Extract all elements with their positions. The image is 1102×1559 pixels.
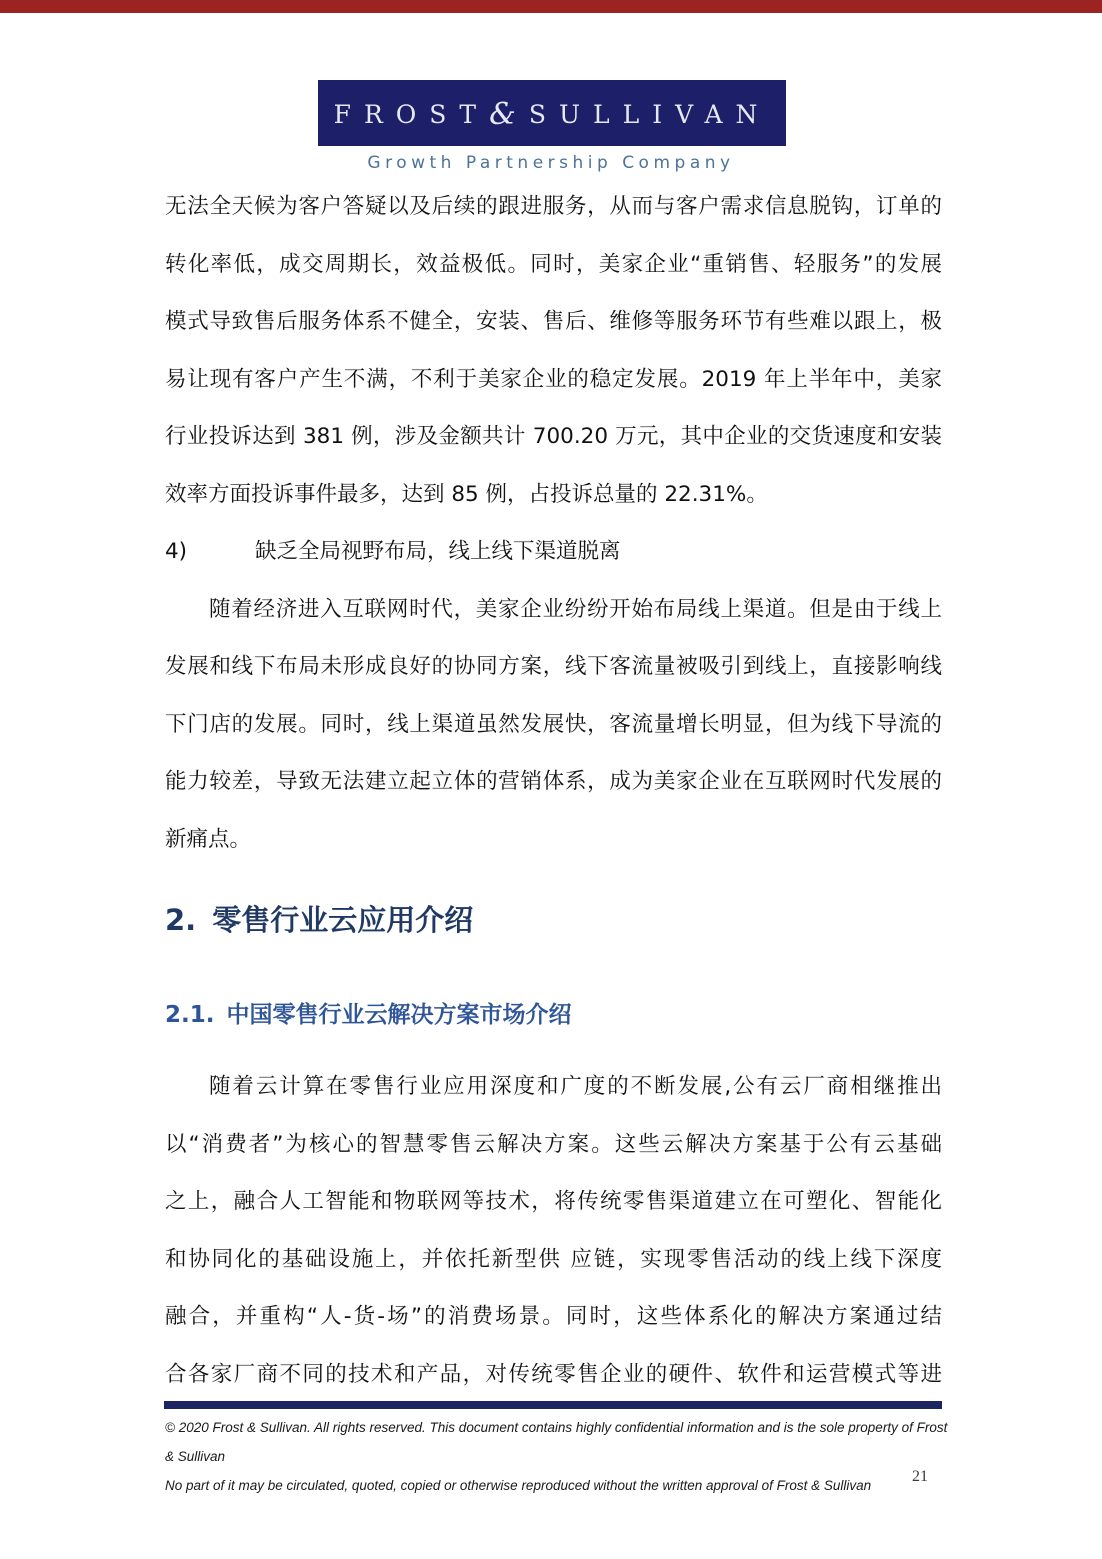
logo-tagline: Growth Partnership Company xyxy=(367,153,735,173)
logo-text xyxy=(334,96,771,131)
numbered-item-marker: 4) xyxy=(165,539,188,564)
body-text-block xyxy=(165,178,942,868)
logo-frost-text: FROST xyxy=(333,99,490,129)
body-line: 以“消费者”为核心的智慧零售云解决方案。这些云解决方案基于公有云基础 xyxy=(165,1131,942,1157)
top-accent-bar xyxy=(0,0,1102,13)
body-line: 和协同化的基础设施上，并依托新型供 应链，实现零售活动的线上线下深度 xyxy=(165,1246,942,1272)
company-logo xyxy=(318,80,786,146)
subsection-heading-number: 2.1. xyxy=(165,1002,215,1028)
body-line: 模式导致售后服务体系不健全，安装、售后、维修等服务环节有些难以跟上，极 xyxy=(165,309,942,334)
section-heading xyxy=(165,898,473,939)
footer-copyright-line-2: No part of it may be circulated, quoted, copied or otherwise reproduced without the written approval of Frost & Sullivan xyxy=(165,1478,872,1493)
body-line: 无法全天候为客户答疑以及后续的跟进服务，从而与客户需求信息脱钩，订单的 xyxy=(165,194,942,219)
section-heading-text: 零售行业云应用介绍 xyxy=(212,903,474,937)
footer-copyright-line-1: © 2020 Frost & Sullivan. All rights reserved. This document contains highly confidential information and is the sole property of Frost & Sullivan xyxy=(165,1420,948,1464)
body-text-block-2 xyxy=(165,1058,942,1403)
body-line: 行业投诉达到 381 例，涉及金额共计 700.20 万元，其中企业的交货速度和安装 xyxy=(165,424,942,449)
footer-copyright xyxy=(165,1413,955,1500)
page-number: 21 xyxy=(912,1468,928,1485)
body-line: 下门店的发展。同时，线上渠道虽然发展快，客流量增长明显，但为线下导流的 xyxy=(165,711,942,737)
body-line: 融合，并重构“人-货-场”的消费场景。同时，这些体系化的解决方案通过结 xyxy=(165,1304,942,1329)
body-line: 能力较差，导致无法建立起立体的营销体系，成为美家企业在互联网时代发展的 xyxy=(165,769,942,794)
body-line: 新痛点。 xyxy=(165,826,252,852)
logo-sullivan-text: SULLIVAN xyxy=(528,99,771,129)
body-line: 随着云计算在零售行业应用深度和广度的不断发展,公有云厂商相继推出 xyxy=(209,1074,942,1099)
body-line: 随着经济进入互联网时代，美家企业纷纷开始布局线上渠道。但是由于线上 xyxy=(209,596,942,622)
body-line: 之上，融合人工智能和物联网等技术，将传统零售渠道建立在可塑化、智能化 xyxy=(165,1189,942,1214)
subsection-heading-text: 中国零售行业云解决方案市场介绍 xyxy=(226,1002,572,1028)
numbered-item-text: 缺乏全局视野布局，线上线下渠道脱离 xyxy=(255,539,621,564)
subsection-heading xyxy=(165,996,571,1029)
body-line: 效率方面投诉事件最多，达到 85 例，占投诉总量的 22.31%。 xyxy=(165,481,768,507)
body-line: 发展和线下布局未形成良好的协同方案，线下客流量被吸引到线上，直接影响线 xyxy=(165,654,942,679)
body-line: 转化率低，成交周期长，效益极低。同时，美家企业“重销售、轻服务”的发展 xyxy=(165,251,942,277)
body-line: 易让现有客户产生不满，不利于美家企业的稳定发展。2019 年上半年中，美家 xyxy=(165,366,942,392)
numbered-item-4 xyxy=(165,523,942,581)
body-line: 合各家厂商不同的技术和产品，对传统零售企业的硬件、软件和运营模式等进 xyxy=(165,1361,942,1387)
footer-divider-bar xyxy=(164,1401,942,1409)
logo-ampersand: & xyxy=(489,96,529,132)
section-heading-number: 2. xyxy=(165,903,197,937)
